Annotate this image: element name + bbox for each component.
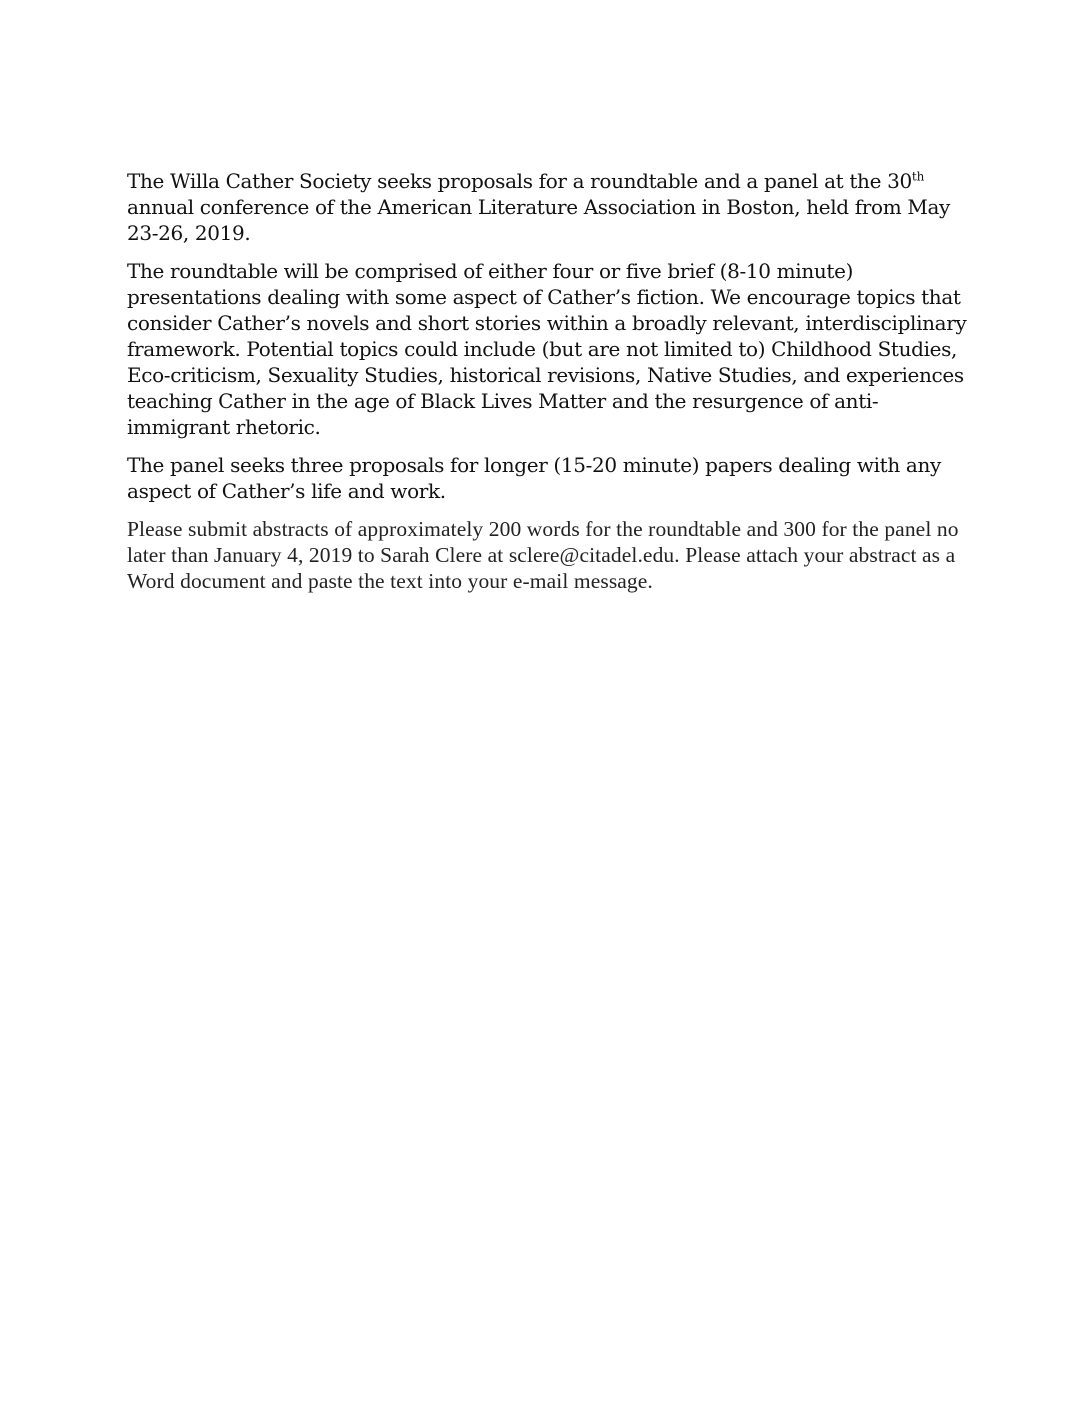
intro-paragraph [127,168,977,246]
intro-text-end: annual conference of the American Literature Association in Boston, held from May 23-26, 2019. [127,195,950,245]
roundtable-paragraph: The roundtable will be comprised of either four or five brief (8-10 minute) presentations dealing with some aspect of Cather’s fiction. We encourage topics that consider Cather’s novels and short stories within a broadly relevant, interdisciplinary framework. Potential topics could include (but are not limited to) Childhood Studies, Eco-criticism, Sexuality Studies, historical revisions, Native Studies, and experiences teaching Cather in the age of Black Lives Matter and the resurgence of anti-immigrant rhetoric. [127,259,967,439]
ordinal-suffix: th [911,169,925,184]
submission-paragraph: Please submit abstracts of approximately 200 words for the roundtable and 300 for the panel no later than January 4, 2019 to Sarah Clere at sclere@citadel.edu. Please attach your abstract as a Word document and paste the text into your e-mail message. [127,517,959,593]
intro-text-start: The Willa Cather Society seeks proposals for a roundtable and a panel at the 30 [127,169,912,193]
panel-paragraph: The panel seeks three proposals for longer (15-20 minute) papers dealing with any aspect of Cather’s life and work. [127,453,941,503]
document-body [127,168,977,606]
